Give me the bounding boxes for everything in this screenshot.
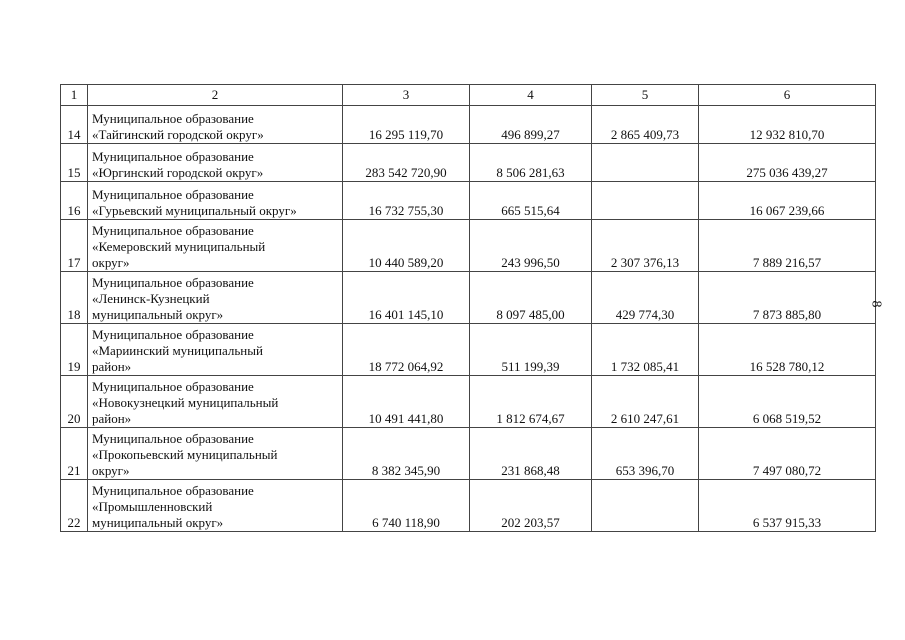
header-cell: 5 xyxy=(592,85,699,106)
value-c3: 18 772 064,92 xyxy=(343,324,470,376)
municipality-name xyxy=(88,324,343,376)
municipality-name-line: «Гурьевский муниципальный округ» xyxy=(92,203,297,218)
value-c6: 7 497 080,72 xyxy=(699,428,876,480)
value-c6: 12 932 810,70 xyxy=(699,106,876,144)
municipality-name-line: Муниципальное образование xyxy=(92,275,254,290)
value-c6: 7 873 885,80 xyxy=(699,272,876,324)
table-row xyxy=(61,220,876,272)
value-c4: 511 199,39 xyxy=(470,324,592,376)
table-row xyxy=(61,324,876,376)
municipality-name-line: район» xyxy=(92,359,132,374)
value-c3: 16 295 119,70 xyxy=(343,106,470,144)
municipality-name-line: «Мариинский муниципальный xyxy=(92,343,263,358)
value-c6: 275 036 439,27 xyxy=(699,144,876,182)
municipality-name-line: «Новокузнецкий муниципальный xyxy=(92,395,279,410)
municipality-name-line: «Промышленновский xyxy=(92,499,213,514)
municipality-name-line: муниципальный округ» xyxy=(92,307,224,322)
header-cell: 3 xyxy=(343,85,470,106)
value-c3: 16 732 755,30 xyxy=(343,182,470,220)
municipality-name-line: «Юргинский городской округ» xyxy=(92,165,264,180)
header-row xyxy=(61,85,876,106)
value-c6: 16 067 239,66 xyxy=(699,182,876,220)
municipality-name-line: округ» xyxy=(92,255,130,270)
header-cell: 6 xyxy=(699,85,876,106)
table-row xyxy=(61,272,876,324)
municipality-name xyxy=(88,272,343,324)
header-cell: 1 xyxy=(61,85,88,106)
municipality-name-line: «Кемеровский муниципальный xyxy=(92,239,266,254)
value-c4: 243 996,50 xyxy=(470,220,592,272)
value-c4: 496 899,27 xyxy=(470,106,592,144)
value-c6: 16 528 780,12 xyxy=(699,324,876,376)
value-c5: 2 307 376,13 xyxy=(592,220,699,272)
table-row xyxy=(61,480,876,532)
value-c4: 202 203,57 xyxy=(470,480,592,532)
row-number: 18 xyxy=(61,272,88,324)
table-row xyxy=(61,144,876,182)
row-number: 16 xyxy=(61,182,88,220)
table-row xyxy=(61,106,876,144)
value-c5 xyxy=(592,480,699,532)
value-c5: 2 610 247,61 xyxy=(592,376,699,428)
value-c5: 1 732 085,41 xyxy=(592,324,699,376)
municipality-name-line: Муниципальное образование xyxy=(92,223,254,238)
municipality-name xyxy=(88,182,343,220)
budget-table xyxy=(60,84,876,532)
municipality-name-line: Муниципальное образование xyxy=(92,327,254,342)
page-number: 8 xyxy=(868,300,884,308)
value-c3: 16 401 145,10 xyxy=(343,272,470,324)
row-number: 19 xyxy=(61,324,88,376)
value-c3: 8 382 345,90 xyxy=(343,428,470,480)
value-c4: 231 868,48 xyxy=(470,428,592,480)
municipality-name-line: Муниципальное образование xyxy=(92,379,254,394)
municipality-name-line: Муниципальное образование xyxy=(92,431,254,446)
municipality-name xyxy=(88,106,343,144)
municipality-name-line: «Тайгинский городской округ» xyxy=(92,127,264,142)
value-c4: 8 097 485,00 xyxy=(470,272,592,324)
value-c5: 429 774,30 xyxy=(592,272,699,324)
value-c6: 7 889 216,57 xyxy=(699,220,876,272)
municipality-name xyxy=(88,428,343,480)
value-c4: 665 515,64 xyxy=(470,182,592,220)
value-c5: 2 865 409,73 xyxy=(592,106,699,144)
row-number: 20 xyxy=(61,376,88,428)
value-c5: 653 396,70 xyxy=(592,428,699,480)
value-c3: 6 740 118,90 xyxy=(343,480,470,532)
value-c3: 10 440 589,20 xyxy=(343,220,470,272)
row-number: 15 xyxy=(61,144,88,182)
value-c5 xyxy=(592,182,699,220)
municipality-name-line: «Прокопьевский муниципальный xyxy=(92,447,278,462)
municipality-name xyxy=(88,376,343,428)
table-row xyxy=(61,428,876,480)
table-row xyxy=(61,376,876,428)
municipality-name xyxy=(88,480,343,532)
municipality-name xyxy=(88,144,343,182)
value-c3: 10 491 441,80 xyxy=(343,376,470,428)
header-cell: 2 xyxy=(88,85,343,106)
municipality-name-line: Муниципальное образование xyxy=(92,483,254,498)
value-c5 xyxy=(592,144,699,182)
row-number: 17 xyxy=(61,220,88,272)
value-c6: 6 068 519,52 xyxy=(699,376,876,428)
value-c3: 283 542 720,90 xyxy=(343,144,470,182)
municipality-name-line: округ» xyxy=(92,463,130,478)
municipality-name xyxy=(88,220,343,272)
municipality-name-line: Муниципальное образование xyxy=(92,187,254,202)
municipality-name-line: район» xyxy=(92,411,132,426)
municipality-name-line: муниципальный округ» xyxy=(92,515,224,530)
row-number: 14 xyxy=(61,106,88,144)
row-number: 22 xyxy=(61,480,88,532)
header-cell: 4 xyxy=(470,85,592,106)
municipality-name-line: Муниципальное образование xyxy=(92,111,254,126)
value-c6: 6 537 915,33 xyxy=(699,480,876,532)
row-number: 21 xyxy=(61,428,88,480)
table-row xyxy=(61,182,876,220)
municipality-name-line: «Ленинск-Кузнецкий xyxy=(92,291,210,306)
value-c4: 8 506 281,63 xyxy=(470,144,592,182)
municipality-name-line: Муниципальное образование xyxy=(92,149,254,164)
value-c4: 1 812 674,67 xyxy=(470,376,592,428)
